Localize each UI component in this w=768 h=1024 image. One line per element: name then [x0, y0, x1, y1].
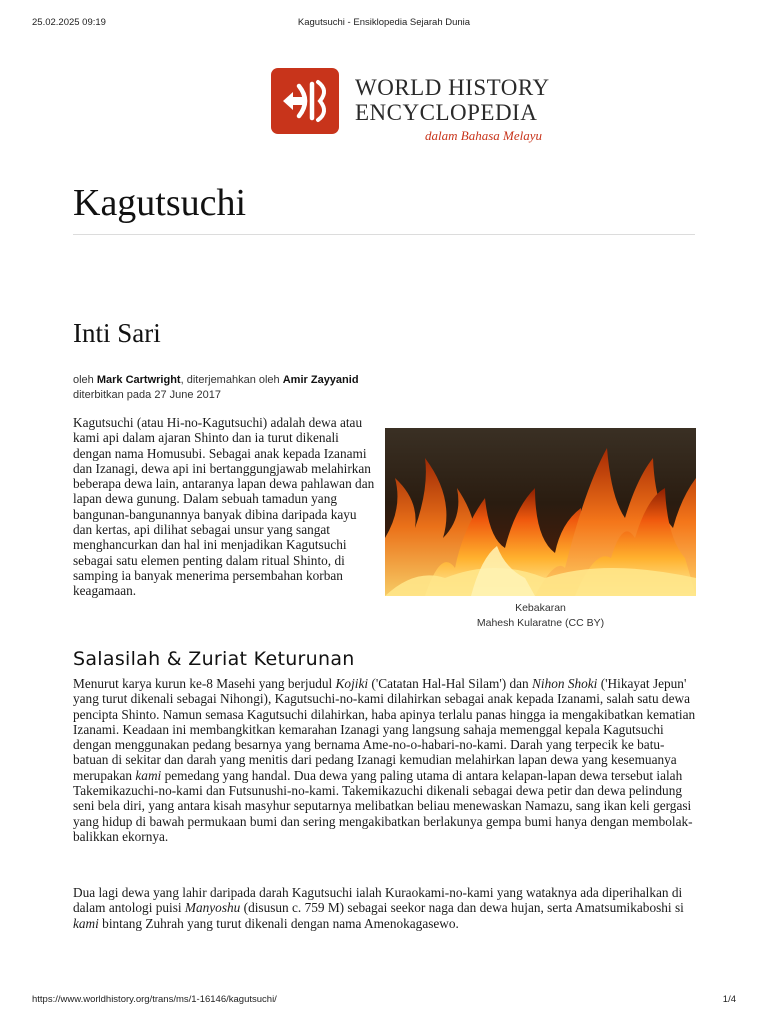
intro-paragraph: Kagutsuchi (atau Hi-no-Kagutsuchi) adalah dewa atau kami api dalam ajaran Shinto dan ia turut dikenali dengan nama Homusubi. Sebagai anak kepada Izanami dan Izanagi, dewa api ini bertanggungjawab melahirkan beberapa dewa lain, antaranya lapan dewa pahlawan dan lapan dewa gunung. Dalam sebuah tamadun yang bangunan-bangunannya banyak dibina daripada kayu dan kertas, api dilihat sebagai unsur yang sangat menghancurkan dan hal ini menjadikan Kagutsuchi sebagai satu elemen penting dalam ritual Shinto, di samping ia banyak menerima persembahan korban keagamaan.	[73, 415, 375, 599]
author-link[interactable]: Mark Cartwright	[96, 374, 181, 386]
byline-by-prefix: oleh	[73, 374, 94, 386]
print-datetime: 25.02.2025 09:19	[32, 17, 106, 28]
text-run: (disusun c. 759 M) sebagai seekor naga dan dewa hujan, serta Amatsumikaboshi si	[240, 900, 684, 916]
text-run: bintang Zuhrah yang turut dikenali dengan nama Amenokagasewo.	[98, 915, 459, 931]
print-header	[32, 17, 736, 31]
site-logo[interactable]	[271, 68, 561, 143]
text-run: ('Catatan Hal-Hal Silam') dan	[368, 676, 532, 691]
logo-mark-icon	[271, 68, 339, 134]
byline	[73, 373, 359, 402]
page-url[interactable]: https://www.worldhistory.org/trans/ms/1-16146/kagutsuchi/	[32, 994, 277, 1005]
print-document-title: Kagutsuchi - Ensiklopedia Sejarah Dunia	[297, 17, 471, 28]
section-heading-genealogy: Salasilah & Zuriat Keturunan	[73, 648, 355, 670]
byline-authors	[73, 373, 359, 388]
byline-translated-prefix: , diterjemahkan oleh	[180, 374, 280, 386]
logo-line1: WORLD HISTORY	[355, 75, 550, 100]
genealogy-paragraph-1	[73, 676, 697, 844]
logo-line2: ENCYCLOPEDIA	[355, 100, 538, 125]
title-divider	[73, 234, 695, 235]
italic-title: Kojiki	[335, 676, 369, 691]
translator-link[interactable]: Amir Zayyanid	[282, 374, 359, 386]
caption-credit[interactable]: Mahesh Kularatne (CC BY)	[476, 617, 605, 629]
genealogy-paragraph-2	[73, 885, 697, 931]
page-title: Kagutsuchi	[73, 182, 247, 224]
italic-term: kami	[73, 915, 99, 931]
logo-tagline: dalam Bahasa Melayu	[425, 128, 542, 143]
print-footer	[32, 994, 736, 1008]
published-date: diterbitkan pada 27 June 2017	[73, 388, 222, 401]
page-number: 1/4	[722, 994, 736, 1005]
italic-title: Nihon Shoki	[532, 676, 598, 691]
italic-title: Manyoshu	[184, 900, 241, 916]
text-run: Dua lagi dewa yang lahir daripada darah Kagutsuchi ialah Kuraokami-no-kami yang wataknya ada diperihalkan di dalam antologi puisi	[73, 885, 683, 916]
text-run: ('Hikayat Jepun' yang turut dikenali sebagai Nihongi), Kagutsuchi-no-kami dilahirkan sebagai anak kepada Izanami, salah satu dewa pencipta Shinto. Namun semasa Kagutsuchi dilahirkan, haba apinya terlalu panas hingga ia mengakibatkan kematian Izanami. Keadaan ini membangkitkan kemarahan Izanagi yang langsung sahaja memenggal kepala Kagutsuchi dengan menggunakan pedang besarnya yang bernama Ame-no-o-habari-no-kami. Darah yang terpecik ke batu-batuan di sekitar dan darah yang menitis dari pedang Izanagi kemudian melahirkan lapan dewa yang kesemuanya merupakan	[73, 676, 696, 783]
caption-title: Kebakaran	[515, 602, 566, 614]
section-title: Inti Sari	[73, 318, 161, 348]
article-image[interactable]	[385, 428, 696, 596]
italic-term: kami	[135, 767, 162, 783]
text-run: Menurut karya kurun ke-8 Masehi yang berjudul	[73, 676, 336, 691]
image-caption	[385, 601, 696, 631]
text-run: pemedang yang handal. Dua dewa yang paling utama di antara kelapan-lapan dewa tersebut ialah Takemikazuchi-no-kami dan Futsunushi-no-kami. Takemikazuchi dikenali sebagai dewa petir dan dewa pelindung seni bela diri, yang antara kisah masyhur seputarnya melibatkan beliau menewaskan Namazu, sang ikan keli gergasi yang hidup di bawah permukaan bumi dan sering mengakibatkan berlakunya gempa bumi hanya dengan membolak-balikkan ekornya.	[73, 767, 693, 844]
